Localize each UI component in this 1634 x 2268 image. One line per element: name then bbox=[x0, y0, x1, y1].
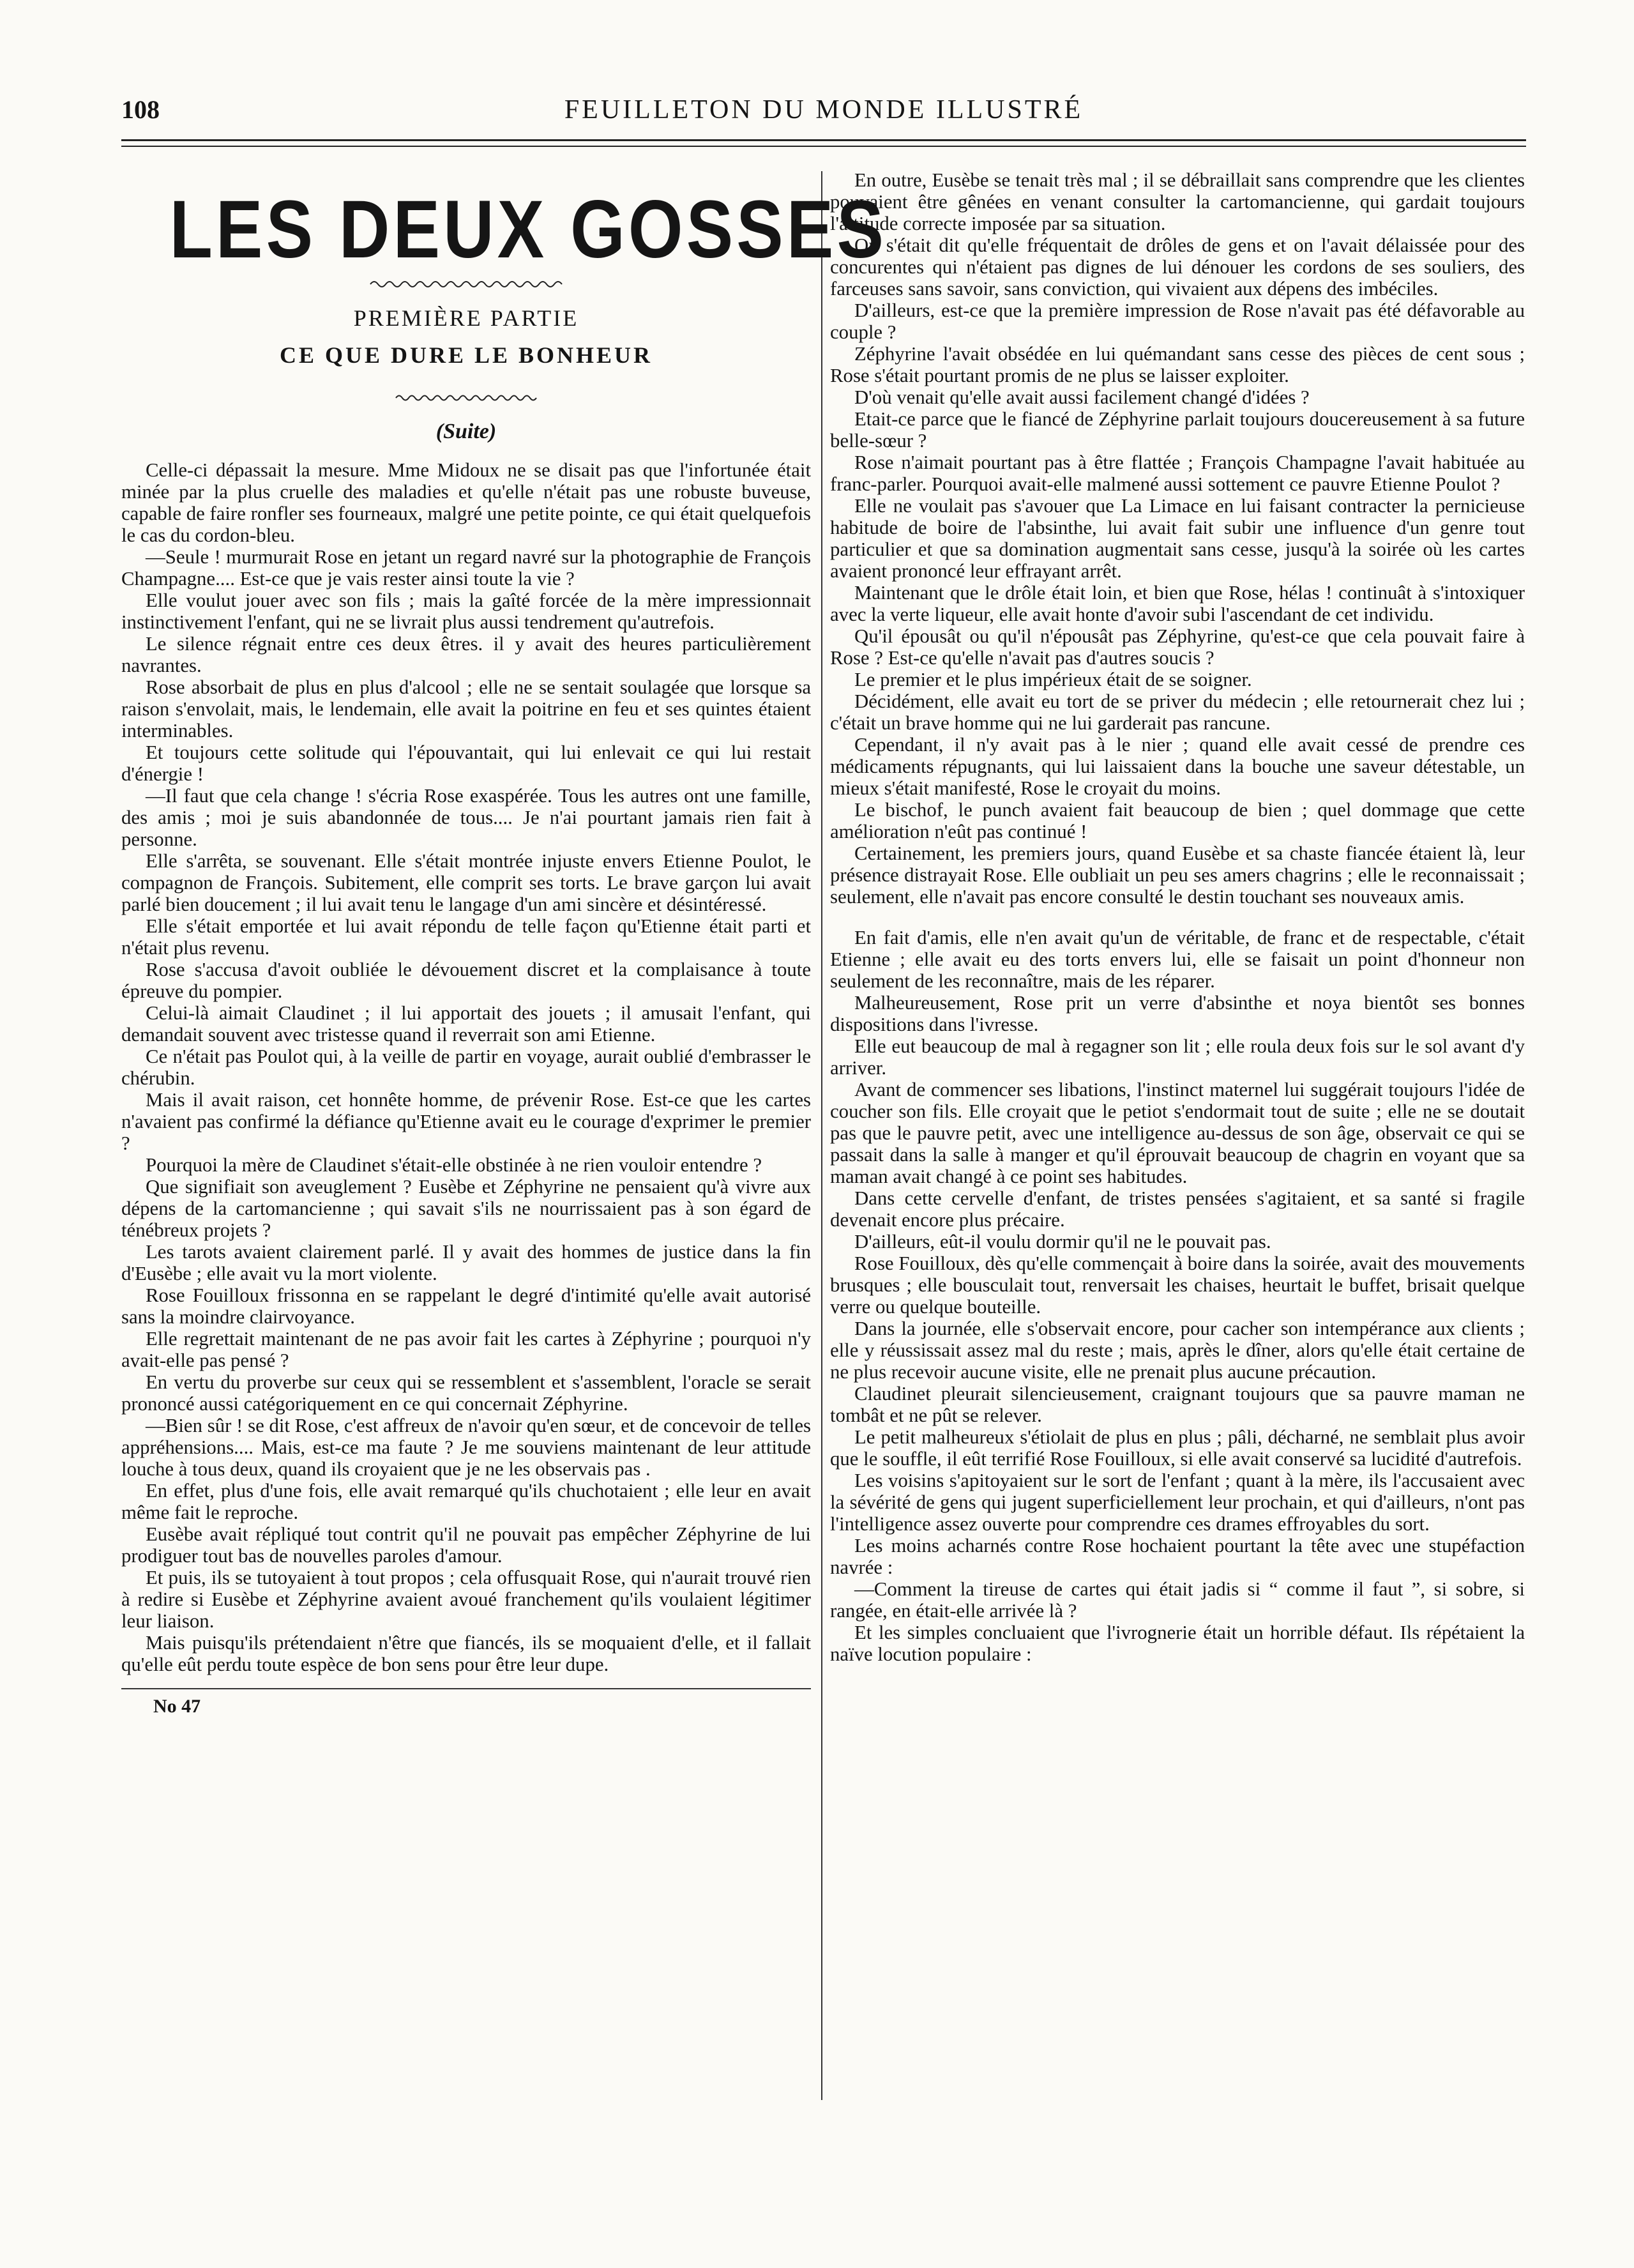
column-divider bbox=[821, 171, 822, 2100]
paragraph: Et les simples concluaient que l'ivrognerie était un horrible défaut. Ils répétaient la naïve locution populaire : bbox=[830, 1622, 1525, 1665]
paragraph: Elle ne voulait pas s'avouer que La Limace en lui faisant contracter la pernicieuse habitude de boire de l'absinthe, lui avait fait subir une influence d'un genre tout particulier et que sa domination augmentait sans cesse, jusqu'à la soirée où les cartes avaient prononcé leur effrayant arrêt. bbox=[830, 495, 1525, 582]
page-header bbox=[121, 95, 1526, 139]
issue-rule bbox=[121, 1688, 811, 1689]
wavy-ornament bbox=[364, 278, 568, 291]
paragraph: —Seule ! murmurait Rose en jetant un regard navré sur la photographie de François Champagne.... Est-ce que je vais rester ainsi toute la vie ? bbox=[121, 546, 811, 590]
paragraph: Que signifiait son aveuglement ? Eusèbe et Zéphyrine ne pensaient qu'à vivre aux dépens de la cartomancienne ; qui savait s'ils ne nourrissaient pas à son égard de ténébreux projets ? bbox=[121, 1176, 811, 1241]
paragraph: On s'était dit qu'elle fréquentait de drôles de gens et on l'avait délaissée pour des concurentes qui n'étaient pas dignes de lui dénouer les cordons de ses souliers, des farceuses sans savoir, sans conviction, qui vivaient aux dépens des imbéciles. bbox=[830, 234, 1525, 300]
paragraph: Elle voulut jouer avec son fils ; mais la gaîté forcée de la mère impressionnait instinctivement l'enfant, qui ne se livrait plus aussi tendrement qu'autrefois. bbox=[121, 590, 811, 633]
paragraph: Elle s'était emportée et lui avait répondu de telle façon qu'Etienne était parti et n'était plus revenu. bbox=[121, 915, 811, 959]
issue-number: No 47 bbox=[153, 1696, 201, 1717]
left-column bbox=[121, 169, 888, 1717]
paragraph: Elle eut beaucoup de mal à regagner son lit ; elle roula deux fois sur le sol avant d'y arriver. bbox=[830, 1035, 1525, 1079]
paragraph: En effet, plus d'une fois, elle avait remarqué qu'ils chuchotaient ; elle leur en avait même fait le reproche. bbox=[121, 1480, 811, 1523]
paragraph: Le silence régnait entre ces deux êtres. il y avait des heures particulièrement navrantes. bbox=[121, 633, 811, 676]
paragraph: —Comment la tireuse de cartes qui était jadis si “ comme il faut ”, si sobre, si rangée, en était-elle arrivée là ? bbox=[830, 1578, 1525, 1622]
paragraph: Décidément, elle avait eu tort de se priver du médecin ; elle retournerait chez lui ; c'était un brave homme qui ne lui garderait pas rancune. bbox=[830, 690, 1525, 734]
paragraph: D'où venait qu'elle avait aussi facilement changé d'idées ? bbox=[854, 386, 1310, 408]
part-heading: PREMIÈRE PARTIE bbox=[353, 305, 579, 331]
paragraph: En fait d'amis, elle n'en avait qu'un de véritable, de franc et de respectable, c'était Etienne ; elle avait eu des torts envers lui, elle se faisait un point d'honneur non seulement de les reconnaître, mais de les réparer. bbox=[830, 927, 1525, 992]
paragraph: Rose Fouilloux frissonna en se rappelant le degré d'intimité qu'elle avait autorisé sans la moindre clairvoyance. bbox=[121, 1284, 811, 1328]
right-column bbox=[830, 169, 1525, 1665]
paragraph: D'ailleurs, est-ce que la première impression de Rose n'avait pas été défavorable au couple ? bbox=[830, 300, 1525, 343]
paragraph: Ce n'était pas Poulot qui, à la veille de partir en voyage, aurait oublié d'embrasser le chérubin. bbox=[121, 1046, 811, 1089]
paragraph: Elle s'arrêta, se souvenant. Elle s'était montrée injuste envers Etienne Poulot, le compagnon de François. Subitement, elle comprit ses torts. Le brave garçon lui avait parlé bien doucement ; il lui avait tenu le langage d'un ami sincère et désintéressé. bbox=[121, 850, 811, 915]
paragraph: Pourquoi la mère de Claudinet s'était-elle obstinée à ne rien vouloir entendre ? bbox=[146, 1154, 762, 1176]
paragraph: Les tarots avaient clairement parlé. Il y avait des hommes de justice dans la fin d'Eusèbe ; elle avait vu la mort violente. bbox=[121, 1241, 811, 1284]
running-title: FEUILLETON DU MONDE ILLUSTRÉ bbox=[564, 95, 1084, 125]
paragraph: Celle-ci dépassait la mesure. Mme Midoux ne se disait pas que l'infortunée était minée par la plus cruelle des maladies et qu'elle n'était pas une robuste buveuse, capable de faire ronfler ses fourneaux, malgré une petite pointe, ce qui était quelquefois le cas du cordon-bleu. bbox=[121, 459, 811, 546]
header-rule-thin bbox=[121, 146, 1526, 147]
paragraph: Malheureusement, Rose prit un verre d'absinthe et noya bientôt ses bonnes dispositions dans l'ivresse. bbox=[830, 992, 1525, 1035]
right-paragraphs-a bbox=[830, 169, 1525, 908]
paragraph: Et toujours cette solitude qui l'épouvantait, qui lui enlevait ce qui lui restait d'énergie ! bbox=[121, 742, 811, 785]
paragraph: Rose absorbait de plus en plus d'alcool ; elle ne se sentait soulagée que lorsque sa raison s'envolait, mais, le lendemain, elle avait la poitrine en feu et ses quintes étaient interminables. bbox=[121, 676, 811, 742]
right-paragraphs-b bbox=[830, 927, 1525, 1665]
paragraph: Zéphyrine l'avait obsédée en lui quémandant sans cesse des pièces de cent sous ; Rose s'était pourtant promis de ne plus se laisser exploiter. bbox=[830, 343, 1525, 386]
paragraph: Rose n'aimait pourtant pas à être flattée ; François Champagne l'avait habituée au franc-parler. Pourquoi avait-elle malmené aussi sottement ce pauvre Etienne Poulot ? bbox=[830, 452, 1525, 495]
paragraph: D'ailleurs, eût-il voulu dormir qu'il ne le pouvait pas. bbox=[854, 1231, 1271, 1252]
paragraph: Rose s'accusa d'avoit oubliée le dévouement discret et la complaisance à toute épreuve du pompier. bbox=[121, 959, 811, 1002]
paragraph: En outre, Eusèbe se tenait très mal ; il se débraillait sans comprendre que les clientes pouvaient être gênées en venant consulter la cartomancienne, qui gardait toujours l'attitude correcte imposée par sa situation. bbox=[830, 169, 1525, 234]
paragraph: Certainement, les premiers jours, quand Eusèbe et sa chaste fiancée étaient là, leur présence distrayait Rose. Elle oubliait un peu ses amers chagrins ; elle le reconnaissait ; seulement, elle n'avait pas encore consulté le destin touchant ses nouveaux amis. bbox=[830, 842, 1525, 908]
section-gap bbox=[830, 908, 1525, 927]
paragraph: Mais puisqu'ils prétendaient n'être que fiancés, ils se moquaient d'elle, et il fallait qu'elle eût perdu toute espèce de bon sens pour être leur dupe. bbox=[121, 1632, 811, 1675]
continuation-label: (Suite) bbox=[435, 420, 497, 443]
paragraph: Dans la journée, elle s'observait encore, pour cacher son intempérance aux clients ; elle y réussissait assez mal du reste ; mais, après le dîner, alors qu'elle était certaine de ne plus recevoir aucune visite, elle ne prenait plus aucune précaution. bbox=[830, 1318, 1525, 1383]
paragraph: En vertu du proverbe sur ceux qui se ressemblent et s'assemblent, l'oracle se serait prononcé aussi catégoriquement en ce qui concernait Zéphyrine. bbox=[121, 1371, 811, 1415]
paragraph: —Il faut que cela change ! s'écria Rose exaspérée. Tous les autres ont une famille, des amis ; moi je suis abandonnée de tous.... Je n'ai pourtant jamais rien fait à personne. bbox=[121, 785, 811, 850]
paragraph: Rose Fouilloux, dès qu'elle commençait à boire dans la soirée, avait des mouvements brusques ; elle bousculait tout, renversait les chaises, heurtait le buffet, brisait quelque verre ou quelque bouteille. bbox=[830, 1252, 1525, 1318]
paragraph: Le bischof, le punch avaient fait beaucoup de bien ; quel dommage que cette amélioration n'eût pas continué ! bbox=[830, 799, 1525, 842]
paragraph: Maintenant que le drôle était loin, et bien que Rose, hélas ! continuât à s'intoxiquer avec la verte liqueur, elle avait honte d'avoir subi l'ascendant de cet individu. bbox=[830, 582, 1525, 625]
left-paragraphs bbox=[121, 459, 811, 1675]
wavy-ornament-small bbox=[390, 392, 543, 404]
header-rule bbox=[121, 139, 1526, 141]
paragraph: Avant de commencer ses libations, l'instinct maternel lui suggérait toujours l'idée de coucher son fils. Elle croyait que le petiot s'endormait tout de suite ; elle ne se doutait pas que le pauvre petit, avec une intelligence au-dessus de son âge, observait ce qui se passait dans la salle à manger et qu'il éprouvait beaucoup de chagrin en voyant que sa maman avait changé à ce point ses habitudes. bbox=[830, 1079, 1525, 1187]
paragraph: Qu'il épousât ou qu'il n'épousât pas Zéphyrine, qu'est-ce que cela pouvait faire à Rose ? Est-ce qu'elle n'avait pas d'autres soucis ? bbox=[830, 625, 1525, 669]
paragraph: Mais il avait raison, cet honnête homme, de prévenir Rose. Est-ce que les cartes n'avaient pas confirmé la défiance qu'Etienne avait eu le courage d'exprimer le premier ? bbox=[121, 1089, 811, 1154]
paragraph: Elle regrettait maintenant de ne pas avoir fait les cartes à Zéphyrine ; pourquoi n'y avait-elle pas pensé ? bbox=[121, 1328, 811, 1371]
paragraph: Celui-là aimait Claudinet ; il lui apportait des jouets ; il amusait l'enfant, qui demandait souvent avec tristesse quand il reverrait son ami Etienne. bbox=[121, 1002, 811, 1046]
paragraph: Le petit malheureux s'étiolait de plus en plus ; pâli, décharné, ne semblait plus avoir que le souffle, il eût terrifié Rose Fouilloux, si elle avait conservé sa lucidité d'autrefois. bbox=[830, 1426, 1525, 1470]
paragraph: Et puis, ils se tutoyaient à tout propos ; cela offusquait Rose, qui n'aurait trouvé rien à redire si Eusèbe et Zéphyrine avaient avoué franchement qu'ils voulaient légitimer leur liaison. bbox=[121, 1567, 811, 1632]
story-title: LES DEUX GOSSES bbox=[169, 184, 888, 275]
paragraph: Eusèbe avait répliqué tout contrit qu'il ne pouvait pas empêcher Zéphyrine de lui prodiguer tout bas de nouvelles paroles d'amour. bbox=[121, 1523, 811, 1567]
paragraph: Dans cette cervelle d'enfant, de tristes pensées s'agitaient, et sa santé si fragile devenait encore plus précaire. bbox=[830, 1187, 1525, 1231]
paragraph: Cependant, il n'y avait pas à le nier ; quand elle avait cessé de prendre ces médicaments répugnants, qui lui laissaient dans la bouche une saveur détestable, un mieux s'était manifesté, Rose le croyait du moins. bbox=[830, 734, 1525, 799]
paragraph: —Bien sûr ! se dit Rose, c'est affreux de n'avoir qu'en sœur, et de concevoir de telles appréhensions.... Mais, est-ce ma faute ? Je me souviens maintenant de leur attitude louche à tous deux, quand ils croyaient que je ne les observais pas . bbox=[121, 1415, 811, 1480]
paragraph: Les moins acharnés contre Rose hochaient pourtant la tête avec une stupéfaction navrée : bbox=[830, 1535, 1525, 1578]
paragraph: Le premier et le plus impérieux était de se soigner. bbox=[854, 669, 1252, 690]
page-number: 108 bbox=[121, 95, 160, 124]
chapter-heading: CE QUE DURE LE BONHEUR bbox=[279, 342, 653, 368]
paragraph: Claudinet pleurait silencieusement, craignant toujours que sa pauvre maman ne tombât et ne pût se relever. bbox=[830, 1383, 1525, 1426]
paragraph: Les voisins s'apitoyaient sur le sort de l'enfant ; quant à la mère, ils l'accusaient avec la sévérité de gens qui jugent superficiellement leur prochain, et qui d'ailleurs, n'ont pas l'intelligence assez ouverte pour comprendre ces drames effroyables du sort. bbox=[830, 1470, 1525, 1535]
paragraph: Etait-ce parce que le fiancé de Zéphyrine parlait toujours doucereusement à sa future belle-sœur ? bbox=[830, 408, 1525, 452]
